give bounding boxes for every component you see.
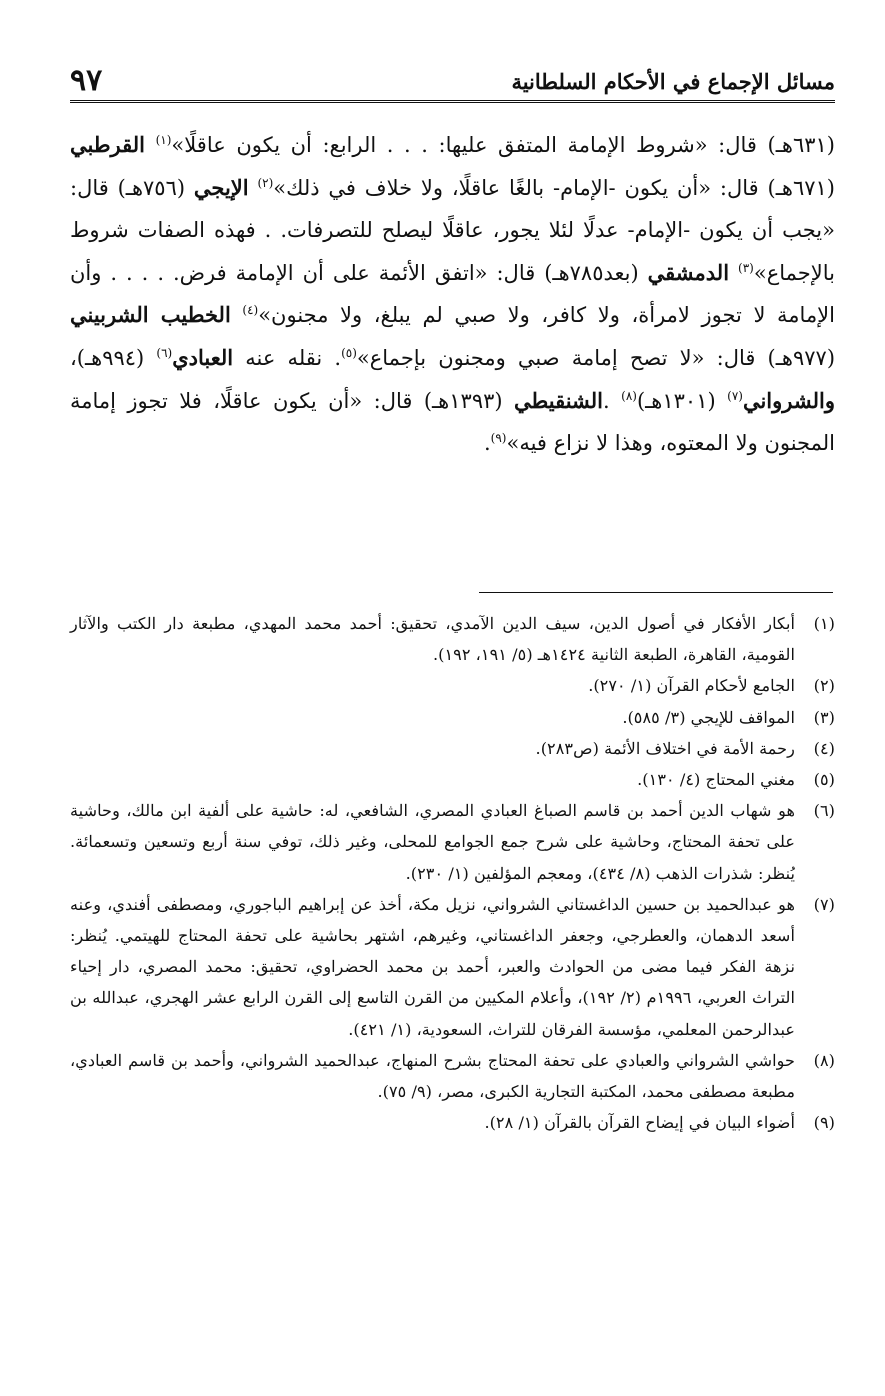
footnote-text: أبكار الأفكار في أصول الدين، سيف الدين الآمدي، تحقيق: أحمد محمد المهدي، مطبعة دار الكتب والآثار القومية، القاهرة، الطبعة الثانية ١٤٢٤هـ (٥/ ١٩١، ١٩٢).	[70, 614, 795, 665]
footnote-divider	[479, 592, 833, 593]
body-paragraph	[70, 124, 835, 465]
footnote-text: هو عبدالحميد بن حسين الداغستاني الشرواني، نزيل مكة، أخذ عن إبراهيم الباجوري، ومصطفى أفندي، وعنه أسعد الدهمان، والعطرجي، وجعفر الداغستاني، وغيرهم، اشتهر بحاشية على تحفة المحتاج للهيتمي. يُنظر: نزهة الفكر فيما مضى من الحوادث والعبر، أحمد بن محمد الحضراوي، تحقيق: محمد المصري، دار إحياء التراث العربي، ١٩٩٦م (٢/ ١٩٢)، وأعلام المكيين من القرن التاسع إلى القرن الرابع عشر الهجري، عبدالله بن عبدالرحمن المعلمي، مؤسسة الفرقان للتراث، السعودية، (١/ ٤٢١).	[70, 894, 795, 1039]
body-text: . نقله عنه	[233, 345, 342, 370]
footnote-text: حواشي الشرواني والعبادي على تحفة المحتاج بشرح المنهاج، عبدالحميد الشرواني، وأحمد بن قاسم العبادي، مطبعة مصطفى محمد، المكتبة التجارية الكبرى، مصر، (٩/ ٧٥).	[70, 1050, 795, 1102]
footnote-number: (٢)	[813, 676, 835, 696]
footnote-ref: (٣)	[738, 260, 754, 275]
footnote-ref: (١)	[155, 133, 172, 147]
spacer	[231, 303, 243, 327]
footnote	[70, 702, 835, 733]
footnote-number: (٧)	[813, 894, 835, 914]
running-title: مسائل الإجماع في الأحكام السلطانية	[511, 69, 835, 94]
body-text: .	[603, 388, 622, 413]
body-text: (بعد٧٨٥هـ) قال: «اتفق الأئمة على أن الإمامة فرض. . . . . وأن الإمامة لا تجوز لامرأة، ولا كافر، ولا صبي لم يبلغ، ولا مجنون»	[70, 260, 835, 328]
footnote-number: (١)	[813, 614, 835, 633]
footnote	[70, 1045, 835, 1107]
spacer	[145, 133, 156, 157]
footnote	[70, 795, 835, 889]
footnotes	[70, 608, 835, 1138]
body-text: (٦٣١هـ) قال: «شروط الإمامة المتفق عليها: . . . الرابع: أن يكون عاقلًا»	[171, 133, 835, 157]
scholar-name: الإيجي	[193, 174, 249, 200]
footnote-number: (٩)	[813, 1113, 835, 1133]
main-body-text	[70, 124, 835, 465]
footnote	[70, 670, 835, 701]
body-text: (١٣٩٣هـ) قال: «أن يكون عاقلًا، فلا تجوز إمامة المجنون ولا المعتوه، وهذا لا نزاع فيه»	[70, 388, 835, 456]
footnote	[70, 1107, 835, 1138]
spacer	[729, 261, 738, 285]
footnote-number: (٦)	[813, 801, 835, 821]
footnote	[70, 764, 835, 795]
footnote	[70, 733, 835, 764]
footnote-number: (٨)	[813, 1050, 835, 1070]
footnote	[70, 889, 835, 1045]
scholar-name: القرطبي	[70, 132, 145, 157]
body-text: (٩٧٧هـ) قال: «لا تصح إمامة صبي ومجنون بإجماع»	[356, 345, 836, 370]
footnote-ref: (٢)	[257, 175, 274, 190]
scholar-name: الدمشقي	[647, 259, 730, 285]
footnote-text: أضواء البيان في إيضاح القرآن بالقرآن (١/ ٢٨).	[484, 1113, 795, 1133]
scholar-name: الشنقيطي	[514, 387, 604, 413]
scholar-name: والشرواني	[742, 387, 835, 413]
body-text: (٩٩٤هـ)،	[70, 345, 157, 370]
footnote	[70, 608, 835, 670]
footnote-ref: (٦)	[156, 345, 173, 360]
body-text: .	[483, 431, 491, 456]
footnote-number: (٤)	[813, 738, 835, 758]
footnote-text: رحمة الأمة في اختلاف الأئمة (ص٢٨٣).	[535, 738, 795, 758]
footnote-text: مغني المحتاج (٤/ ١٣٠).	[637, 770, 795, 790]
footnote-text: الجامع لأحكام القرآن (١/ ٢٧٠).	[588, 676, 795, 696]
page-number: ٩٧	[70, 63, 103, 98]
footnote-number: (٥)	[813, 770, 835, 790]
footnote-ref: (٨)	[621, 388, 637, 403]
scholar-name: الخطيب الشربيني	[70, 302, 231, 328]
footnote-text: هو شهاب الدين أحمد بن قاسم الصباغ العبادي المصري، الشافعي، له: حاشية على ألفية ابن مالك، وحاشية على تحفة المحتاج، وحاشية على شرح جمع الجوامع للمحلى، وغير ذلك، توفي سنة أربع وتسعين وتسعمائة. يُنظر: شذرات الذهب (٨/ ٤٣٤)، ومعجم المؤلفين (١/ ٢٣٠).	[70, 801, 795, 883]
body-text: (١٣٠١هـ)	[636, 388, 728, 413]
footnote-ref: (٤)	[242, 303, 259, 318]
footnote-ref: (٧)	[727, 388, 743, 403]
footnote-text: المواقف للإيجي (٣/ ٥٨٥).	[622, 707, 795, 727]
footnote-ref: (٩)	[490, 431, 507, 446]
body-text: (٦٧١هـ) قال: «أن يكون -الإمام- بالغًا عاقلًا، ولا خلاف في ذلك»	[273, 175, 835, 200]
footnote-number: (٣)	[813, 707, 835, 727]
scholar-name: العبادي	[172, 344, 234, 370]
footnote-ref: (٥)	[341, 345, 357, 360]
body-text: (٧٥٦هـ) قال: «يجب أن يكون -الإمام- عدلًا لئلا يجور، عاقلًا ليصلح للتصرفات. . فهذه الصفات شروط بالإجماع»	[70, 175, 835, 285]
running-header	[70, 56, 835, 103]
